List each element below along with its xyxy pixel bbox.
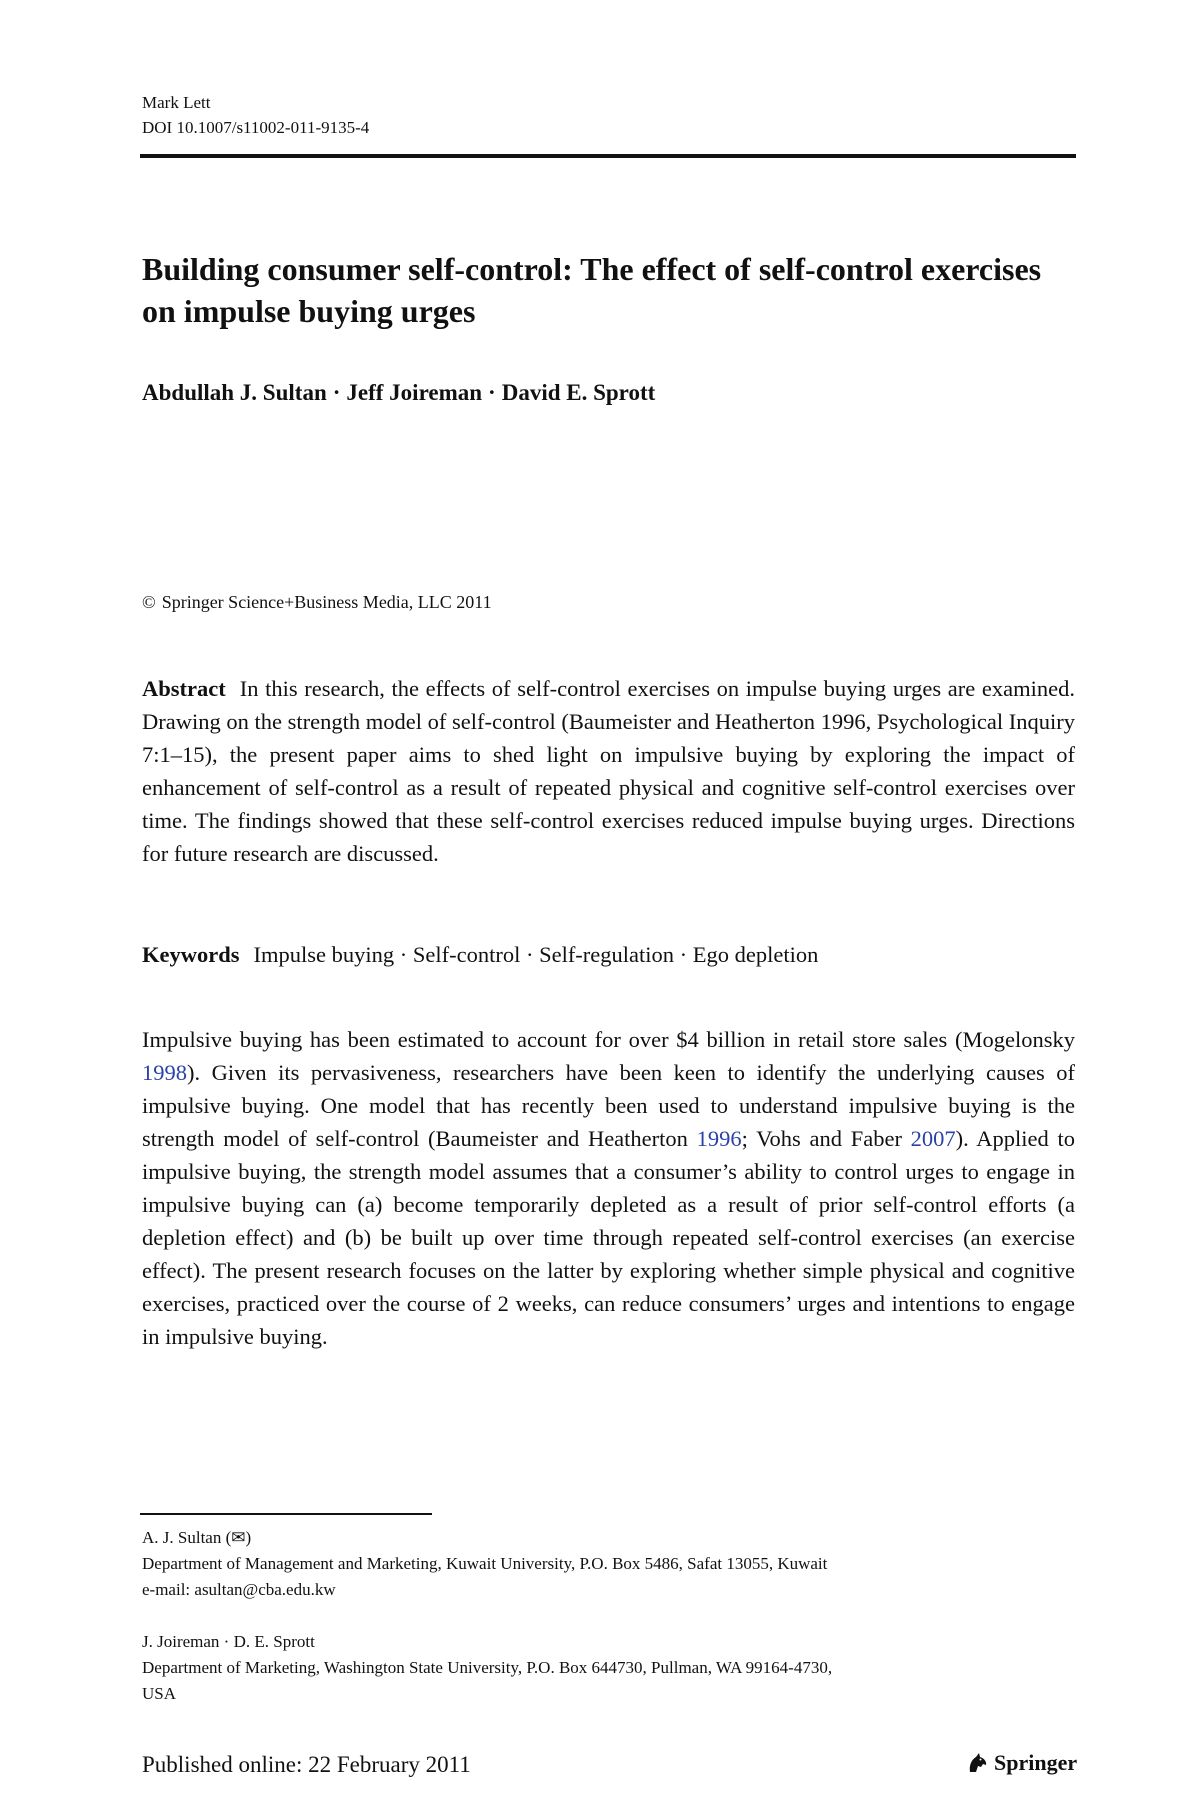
header-rule: [140, 154, 1076, 158]
published-date: Published online: 22 February 2011: [142, 1752, 471, 1777]
body-text-segment: ). Given its pervasiveness, researchers have been keen to identify the underlying causes of impulsive buying. One model that has recently been used to understand impulsive buying is the strength model of self-control (Baumeister and Heatherton: [142, 1060, 1075, 1151]
author-list: [142, 378, 655, 408]
abstract-text: In this research, the effects of self-control exercises on impulse buying urges are examined. Drawing on the strength model of self-control (Baumeister and Heatherton 1996, Psychological Inquiry 7:1–15), the present paper aims to shed light on impulsive buying by exploring the impact of enhancement of self-control as a result of repeated physical and cognitive self-control exercises over time. The findings showed that these self-control exercises reduced impulse buying urges. Directions for future research are discussed.: [142, 676, 1075, 866]
author-separator: ·: [488, 380, 496, 405]
body-text-segment: ). Applied to impulsive buying, the strength model assumes that a consumer’s ability to control urges to engage in impulsive buying can (a) become temporarily depleted as a result of prior self-control efforts (a depletion effect) and (b) be built up over time through repeated self-control exercises (an exercise effect). The present research focuses on the latter by exploring whether simple physical and cognitive exercises, practiced over the course of 2 weeks, can reduce consumers’ urges and intentions to engage in impulsive buying.: [142, 1126, 1075, 1349]
footnote-author2-names: J. Joireman · D. E. Sprott: [142, 1632, 315, 1651]
citation-link[interactable]: 1998: [142, 1060, 187, 1085]
footnote-author2-country: USA: [142, 1684, 177, 1703]
author-name: Jeff Joireman: [346, 380, 483, 405]
keywords-text: Impulse buying · Self-control · Self-regulation · Ego depletion: [253, 942, 819, 967]
copyright-text: Springer Science+Business Media, LLC 2011: [161, 592, 492, 612]
citation-link[interactable]: 2007: [910, 1126, 956, 1151]
footnote-author1-name: A. J. Sultan (✉): [142, 1528, 252, 1547]
body-paragraph: [142, 1023, 1075, 1353]
footnote-author1-affiliation: Department of Management and Marketing, Kuwait University, P.O. Box 5486, Safat 13055, Kuwait: [142, 1554, 828, 1573]
copyright-symbol: ©: [142, 592, 156, 612]
springer-horse-icon: [965, 1750, 991, 1776]
author-separator: ·: [332, 380, 341, 405]
doi: DOI 10.1007/s11002-011-9135-4: [142, 118, 370, 137]
copyright-line: [142, 590, 492, 614]
citation-link[interactable]: 1996: [696, 1126, 742, 1151]
author-name: David E. Sprott: [501, 380, 656, 405]
abstract-label: Abstract: [142, 676, 226, 701]
abstract: [142, 672, 1075, 870]
author-name: Abdullah J. Sultan: [142, 380, 327, 405]
footnote-author2-affiliation: Department of Marketing, Washington State University, P.O. Box 644730, Pullman, WA 99164-4730,: [142, 1658, 833, 1677]
footnote-author1-email: e-mail: asultan@cba.edu.kw: [142, 1580, 336, 1599]
footnote-rule: [140, 1513, 432, 1515]
body-text-segment: Impulsive buying has been estimated to account for over $4 billion in retail store sales (Mogelonsky: [142, 1027, 1075, 1052]
paper-title: Building consumer self-control: The effect of self-control exercises on impulse buying urges: [142, 251, 1042, 329]
publisher-logo: [965, 1748, 1077, 1778]
body-text-segment: ; Vohs and Faber: [741, 1126, 911, 1151]
journal-name: Mark Lett: [142, 93, 211, 112]
keywords: [142, 938, 1075, 971]
publisher-name: Springer: [994, 1750, 1078, 1775]
keywords-label: Keywords: [142, 942, 240, 967]
